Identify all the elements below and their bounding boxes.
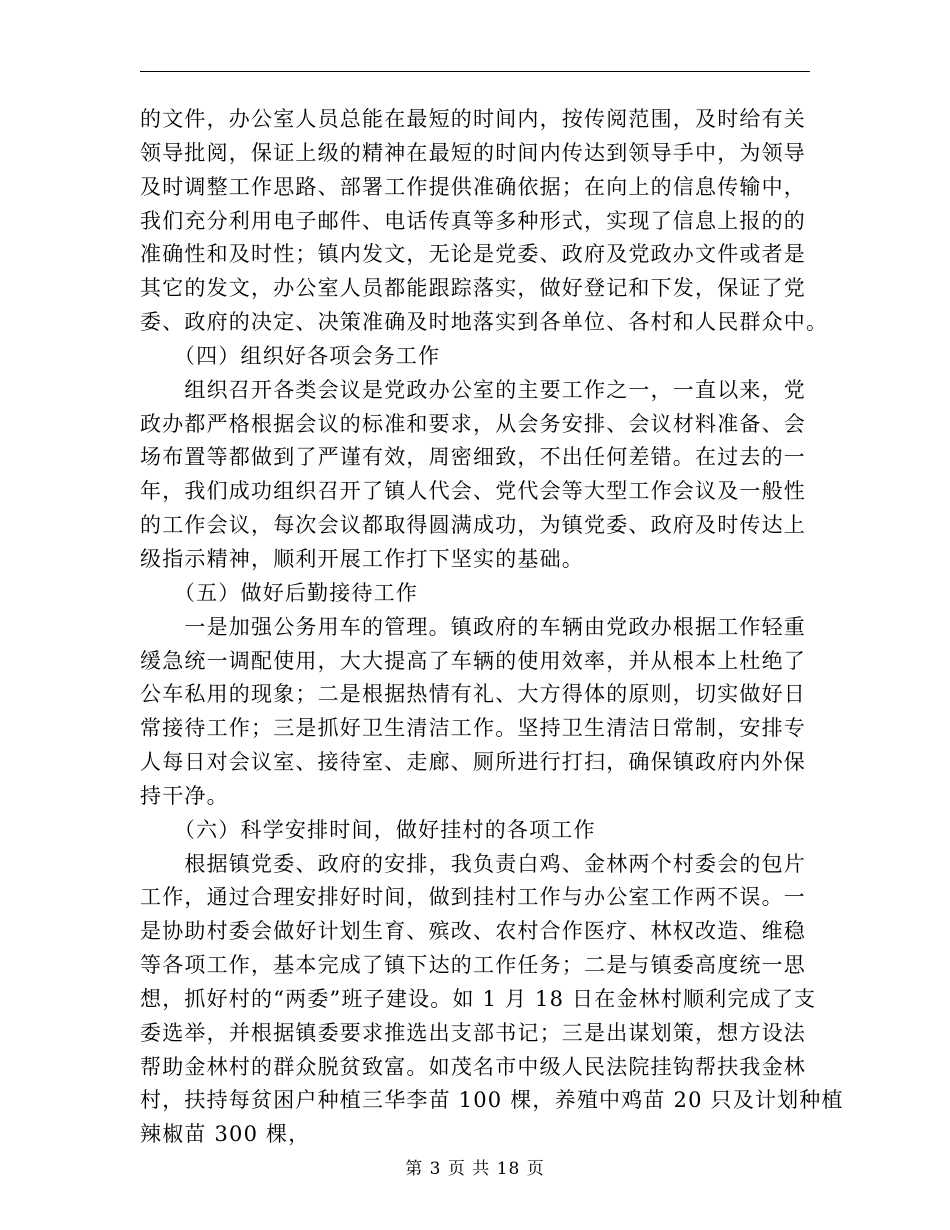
text-line: 常接待工作；三是抓好卫生清洁工作。坚持卫生清洁日常制，安排专 — [140, 716, 806, 741]
text-line: 人每日对会议室、接待室、走廊、厕所进行打扫，确保镇政府内外保 — [140, 750, 806, 775]
text-line: 一是加强公务用车的管理。镇政府的车辆由党政办根据工作轻重 — [140, 614, 806, 639]
text-line: 级指示精神，顺利开展工作打下坚实的基础。 — [140, 546, 584, 571]
text-line: 的工作会议，每次会议都取得圆满成功，为镇党委、政府及时传达上 — [140, 513, 806, 538]
header-rule — [140, 71, 810, 72]
text-line: 组织召开各类会议是党政办公室的主要工作之一，一直以来，党 — [140, 377, 806, 402]
text-line: 公车私用的现象；二是根据热情有礼、大方得体的原则，切实做好日 — [140, 682, 806, 707]
text-line: 帮助金林村的群众脱贫致富。如茂名市中级人民法院挂钩帮扶我金林 — [140, 1054, 806, 1079]
section-heading: （六）科学安排时间，做好挂村的各项工作 — [140, 817, 596, 842]
section-heading: （四）组织好各项会务工作 — [140, 343, 441, 368]
text-line: 想，抓好村的“两委”班子建设。如 1 月 18 日在金林村顺利完成了支 — [140, 986, 817, 1011]
text-line: 及时调整工作思路、部署工作提供准确依据；在向上的信息传输中， — [140, 174, 806, 199]
text-line: 政办都严格根据会议的标准和要求，从会务安排、会议材料准备、会 — [140, 411, 806, 436]
text-line: 是协助村委会做好计划生育、殡改、农村合作医疗、林权改造、维稳 — [140, 919, 806, 944]
text-line: 年，我们成功组织召开了镇人代会、党代会等大型工作会议及一般性 — [140, 479, 806, 504]
page-footer: 第 3 页 共 18 页 — [405, 1159, 545, 1179]
text-line: 其它的发文，办公室人员都能跟踪落实，做好登记和下发，保证了党 — [140, 276, 806, 301]
text-line: 缓急统一调配使用，大大提高了车辆的使用效率，并从根本上杜绝了 — [140, 648, 806, 673]
text-line: 等各项工作，基本完成了镇下达的工作任务；二是与镇委高度统一思 — [140, 953, 806, 978]
text-line: 场布置等都做到了严谨有效，周密细致，不出任何差错。在过去的一 — [140, 445, 806, 470]
text-line: 村，扶持每贫困户种植三华李苗 100 棵，养殖中鸡苗 20 只及计划种植 — [140, 1088, 844, 1113]
text-line: 委选举，并根据镇委要求推选出支部书记；三是出谋划策，想方设法 — [140, 1020, 806, 1045]
section-heading: （五）做好后勤接待工作 — [140, 580, 419, 605]
text-line: 我们充分利用电子邮件、电话传真等多种形式，实现了信息上报的的 — [140, 208, 806, 233]
text-line: 根据镇党委、政府的安排，我负责白鸡、金林两个村委会的包片 — [140, 851, 806, 876]
text-line: 的文件，办公室人员总能在最短的时间内，按传阅范围，及时给有关 — [140, 107, 806, 131]
text-line: 辣椒苗 300 棵， — [140, 1122, 311, 1147]
text-line: 委、政府的决定、决策准确及时地落实到各单位、各村和人民群众中。 — [140, 310, 829, 335]
text-line: 工作，通过合理安排好时间，做到挂村工作与办公室工作两不误。一 — [140, 885, 806, 910]
document-body — [140, 103, 844, 1152]
text-line: 持干净。 — [140, 783, 229, 808]
text-line: 准确性和及时性；镇内发文，无论是党委、政府及党政办文件或者是 — [140, 242, 806, 267]
text-line: 领导批阅，保证上级的精神在最短的时间内传达到领导手中，为领导 — [140, 140, 806, 165]
